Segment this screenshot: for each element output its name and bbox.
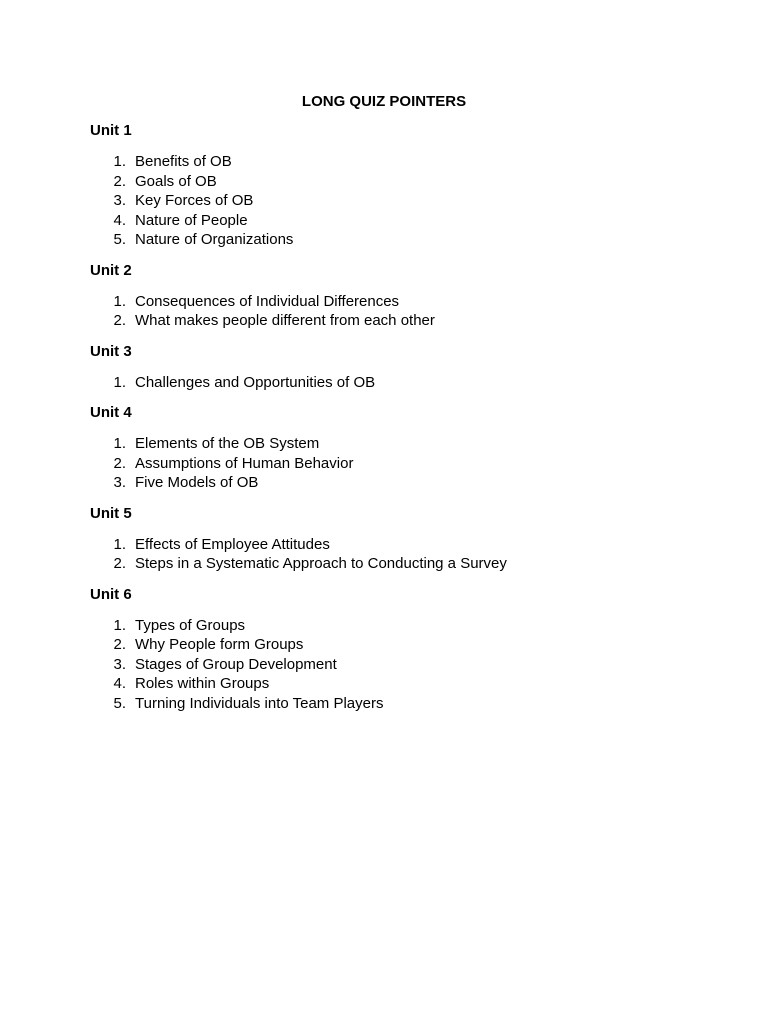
list-item — [90, 616, 710, 636]
list-item-text: Steps in a Systematic Approach to Conducting a Survey — [135, 555, 507, 572]
list-item — [90, 230, 710, 250]
unit-item-list — [90, 152, 710, 250]
list-item-number: 1. — [113, 292, 126, 310]
list-item-text: Challenges and Opportunities of OB — [135, 373, 376, 391]
list-item-text: Turning Individuals into Team Players — [135, 694, 384, 712]
list-item-number: 5. — [113, 694, 126, 712]
list-item-text: Stages of Group Development — [135, 655, 337, 673]
list-item — [90, 473, 710, 493]
unit-heading: Unit 5 — [90, 504, 132, 522]
unit-section — [90, 122, 710, 250]
list-item-number: 2. — [113, 555, 126, 572]
list-item-text: Nature of People — [135, 211, 248, 229]
list-item — [90, 694, 710, 714]
list-item — [90, 191, 710, 211]
list-item — [90, 152, 710, 172]
list-item-number: 1. — [113, 616, 126, 634]
list-item — [90, 172, 710, 192]
list-item-text: What makes people different from each other — [135, 312, 435, 329]
list-item-text: Five Models of OB — [135, 474, 259, 491]
list-item — [90, 655, 710, 675]
list-item-number: 2. — [113, 454, 126, 472]
list-item — [90, 674, 710, 694]
unit-heading: Unit 4 — [90, 404, 132, 421]
list-item-text: Effects of Employee Attitudes — [135, 535, 330, 553]
list-item-number: 1. — [113, 435, 126, 452]
list-item-text: Key Forces of OB — [135, 192, 254, 209]
list-item-number: 3. — [113, 655, 126, 673]
list-item-text: Why People form Groups — [135, 636, 304, 653]
unit-section — [90, 586, 710, 714]
list-item-text: Roles within Groups — [135, 675, 270, 692]
list-item-number: 2. — [113, 312, 126, 329]
unit-heading: Unit 1 — [90, 122, 132, 139]
unit-item-list — [90, 373, 710, 393]
unit-section — [90, 262, 710, 331]
list-item-text: Consequences of Individual Differences — [135, 292, 400, 310]
list-item — [90, 434, 710, 454]
list-item — [90, 554, 710, 574]
list-item-text: Assumptions of Human Behavior — [135, 454, 354, 472]
list-item-number: 2. — [113, 172, 126, 190]
list-item-text: Goals of OB — [135, 172, 217, 190]
unit-section — [90, 505, 710, 574]
unit-heading: Unit 2 — [90, 261, 132, 279]
unit-item-list — [90, 434, 710, 493]
list-item — [90, 211, 710, 231]
page-title: LONG QUIZ POINTERS — [301, 93, 467, 110]
unit-section — [90, 404, 710, 493]
list-item — [90, 292, 710, 312]
units-container — [90, 122, 710, 725]
list-item-number: 3. — [113, 474, 126, 491]
list-item-number: 5. — [113, 231, 126, 248]
unit-heading: Unit 6 — [90, 585, 132, 603]
unit-section — [90, 343, 710, 393]
unit-heading: Unit 3 — [90, 342, 132, 360]
list-item-text: Nature of Organizations — [135, 231, 294, 248]
list-item — [90, 635, 710, 655]
unit-item-list — [90, 535, 710, 574]
list-item-number: 1. — [113, 153, 126, 170]
list-item-number: 4. — [113, 211, 126, 229]
list-item — [90, 311, 710, 331]
list-item-text: Types of Groups — [135, 616, 246, 634]
list-item-number: 1. — [113, 535, 126, 553]
unit-item-list — [90, 292, 710, 331]
list-item — [90, 454, 710, 474]
list-item-number: 3. — [113, 192, 126, 209]
list-item — [90, 373, 710, 393]
list-item-number: 4. — [113, 675, 126, 692]
list-item-number: 1. — [113, 373, 126, 391]
list-item-text: Elements of the OB System — [135, 435, 320, 452]
list-item-number: 2. — [113, 636, 126, 653]
list-item — [90, 535, 710, 555]
list-item-text: Benefits of OB — [135, 153, 232, 170]
unit-item-list — [90, 616, 710, 714]
